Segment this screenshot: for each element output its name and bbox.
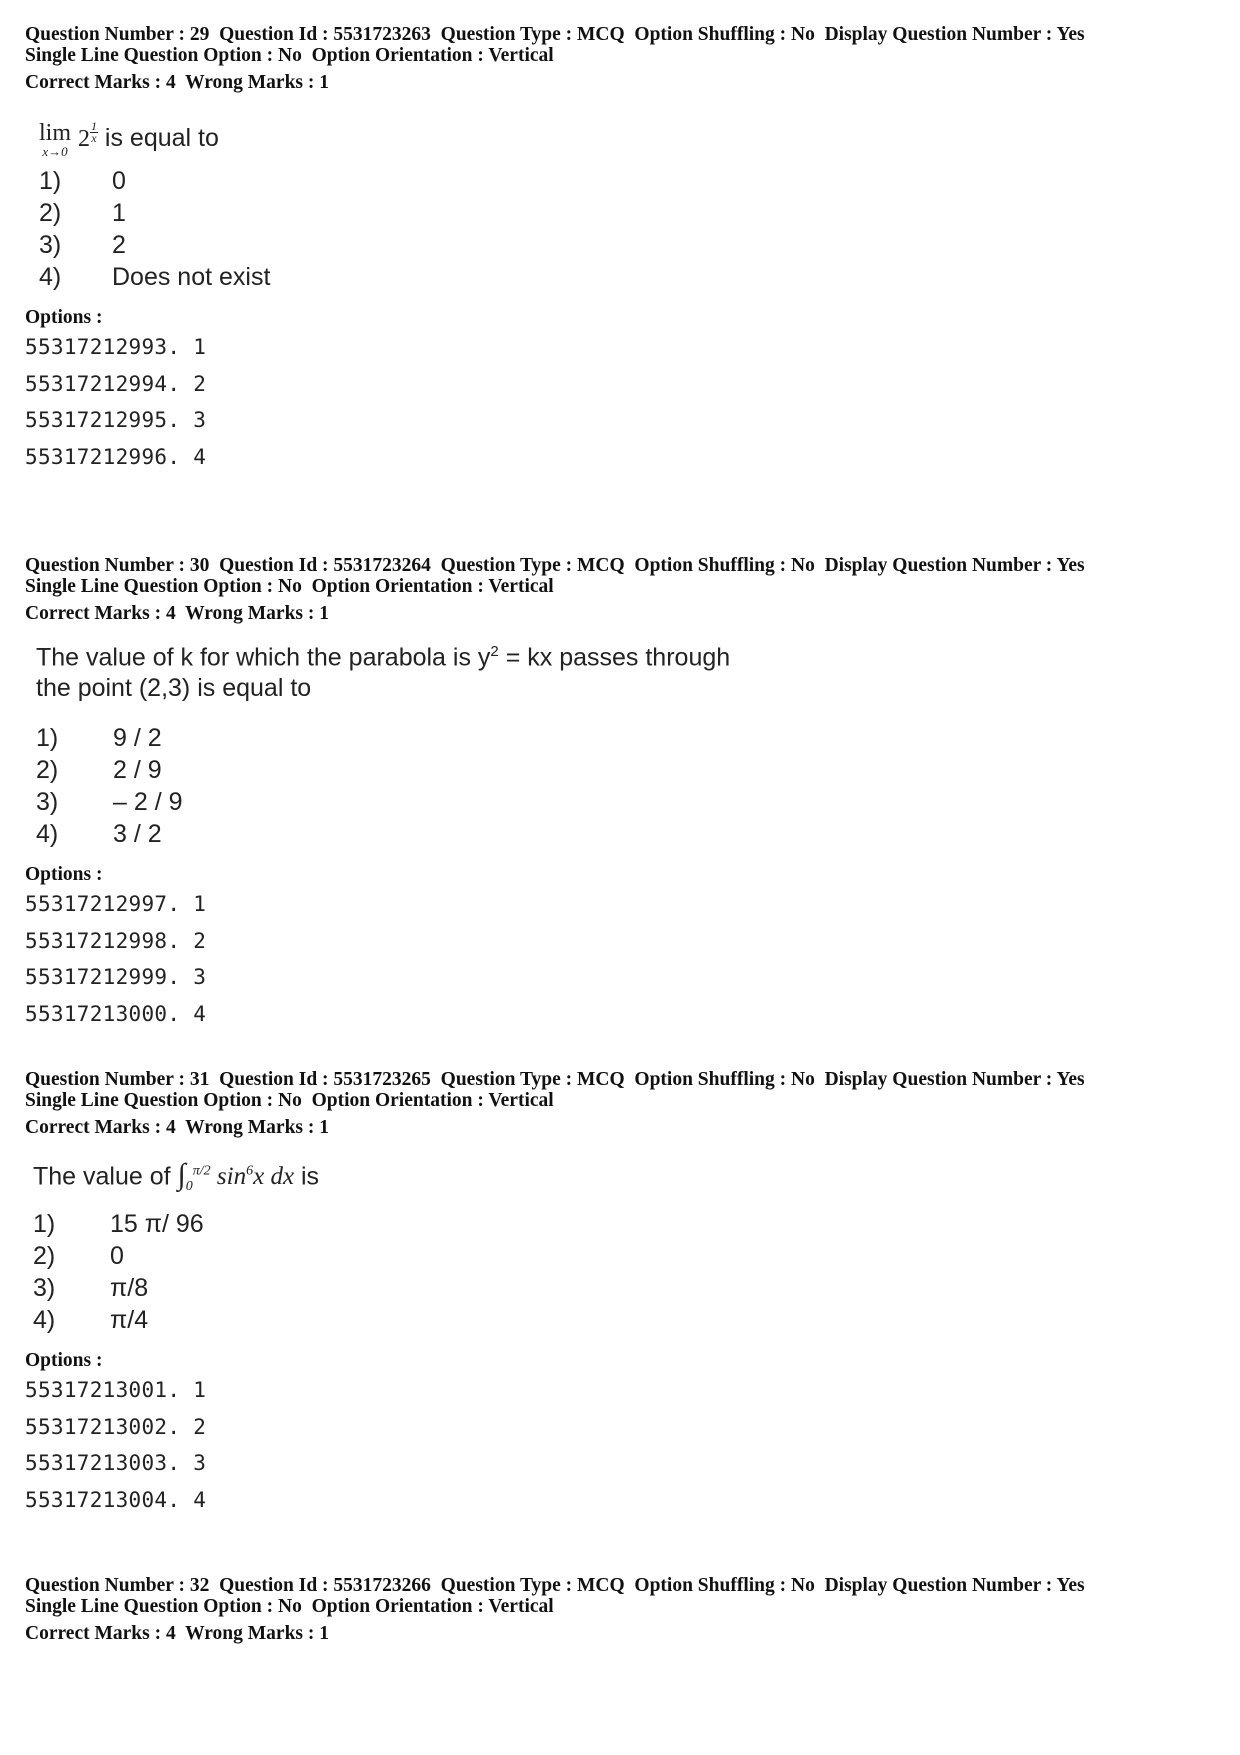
option-id: 55317212998. 2 bbox=[25, 928, 207, 953]
question-block bbox=[25, 555, 1225, 1032]
question-header-line2: Single Line Question Option : No Option Orientation : Vertical bbox=[25, 45, 554, 66]
choice-item: 1) 9 / 2 bbox=[36, 724, 162, 753]
marks-line: Correct Marks : 4 Wrong Marks : 1 bbox=[25, 603, 330, 624]
option-id: 55317212993. 1 bbox=[25, 335, 207, 359]
option-id: 55317213001. 1 bbox=[25, 1378, 207, 1403]
option-id: 55317212994. 2 bbox=[25, 371, 207, 396]
option-id: 55317212997. 1 bbox=[25, 892, 207, 917]
choice-item: 2) 0 bbox=[33, 1242, 124, 1271]
choice-item: 3) – 2 / 9 bbox=[36, 788, 183, 817]
options-list bbox=[25, 1372, 1225, 1518]
options-list bbox=[25, 886, 1225, 1032]
marks-line: Correct Marks : 4 Wrong Marks : 1 bbox=[25, 1623, 330, 1644]
choice-item: 4) 3 / 2 bbox=[36, 820, 162, 849]
integral-expression: $\int_0^{\pi/2}$ $\sin^6x$ dx bbox=[177, 1158, 295, 1195]
option-id: 55317213003. 3 bbox=[25, 1451, 207, 1476]
question-header-line2: Single Line Question Option : No Option Orientation : Vertical bbox=[25, 1090, 554, 1111]
exponent-fraction: $\frac{1}{x}$ bbox=[90, 119, 97, 145]
choice-item: 2) 1 bbox=[39, 199, 126, 227]
answer-choices bbox=[25, 722, 1225, 850]
question-stem: The value of $\int_0^{\pi/2}$ $\sin^6x$ dx is bbox=[33, 1158, 320, 1195]
options-label: Options : bbox=[25, 864, 103, 886]
question-header-line2: Single Line Question Option : No Option Orientation : Vertical bbox=[25, 1596, 554, 1617]
question-block bbox=[25, 1575, 1225, 1644]
question-header: Question Number : 31 Question Id : 5531723265 Question Type : MCQ Option Shuffling : No Display Question Number : Yes bbox=[25, 1069, 1085, 1090]
option-id: 55317213002. 2 bbox=[25, 1414, 207, 1439]
choice-item: 1) 15 π/ 96 bbox=[33, 1210, 204, 1239]
choice-item: 2) 2 / 9 bbox=[36, 756, 162, 785]
answer-choices bbox=[25, 1208, 1225, 1336]
question-stem: The value of k for which the parabola is $y^2$ = kx passes through the point (2,3) is equal to bbox=[36, 643, 731, 703]
limit-expression: lim x→0 bbox=[39, 120, 72, 159]
marks-line: Correct Marks : 4 Wrong Marks : 1 bbox=[25, 1117, 330, 1138]
option-id: 55317212995. 3 bbox=[25, 408, 207, 432]
question-header: Question Number : 29 Question Id : 5531723263 Question Type : MCQ Option Shuffling : No Display Question Number : Yes bbox=[25, 24, 1085, 45]
options-list bbox=[25, 329, 1225, 475]
option-id: 55317212999. 3 bbox=[25, 965, 207, 990]
option-id: 55317213004. 4 bbox=[25, 1487, 207, 1512]
question-stem: lim x→0 2 $\frac{1}{x}$ is equal to bbox=[39, 119, 219, 159]
marks-line: Correct Marks : 4 Wrong Marks : 1 bbox=[25, 72, 330, 93]
question-header: Question Number : 30 Question Id : 5531723264 Question Type : MCQ Option Shuffling : No Display Question Number : Yes bbox=[25, 555, 1085, 576]
question-block bbox=[25, 24, 1225, 475]
choice-item: 4) π/4 bbox=[33, 1306, 149, 1335]
options-label: Options : bbox=[25, 307, 103, 328]
answer-choices bbox=[25, 165, 1225, 293]
option-id: 55317212996. 4 bbox=[25, 444, 207, 469]
option-id: 55317213000. 4 bbox=[25, 1001, 207, 1026]
options-label: Options : bbox=[25, 1350, 103, 1372]
choice-item: 3) π/8 bbox=[33, 1274, 149, 1303]
question-header-line2: Single Line Question Option : No Option Orientation : Vertical bbox=[25, 576, 554, 597]
question-block bbox=[25, 1069, 1225, 1518]
question-header: Question Number : 32 Question Id : 5531723266 Question Type : MCQ Option Shuffling : No Display Question Number : Yes bbox=[25, 1575, 1085, 1596]
choice-item: 1) 0 bbox=[39, 167, 126, 195]
choice-item: 3) 2 bbox=[39, 231, 126, 259]
choice-item: 4) Does not exist bbox=[39, 263, 271, 291]
